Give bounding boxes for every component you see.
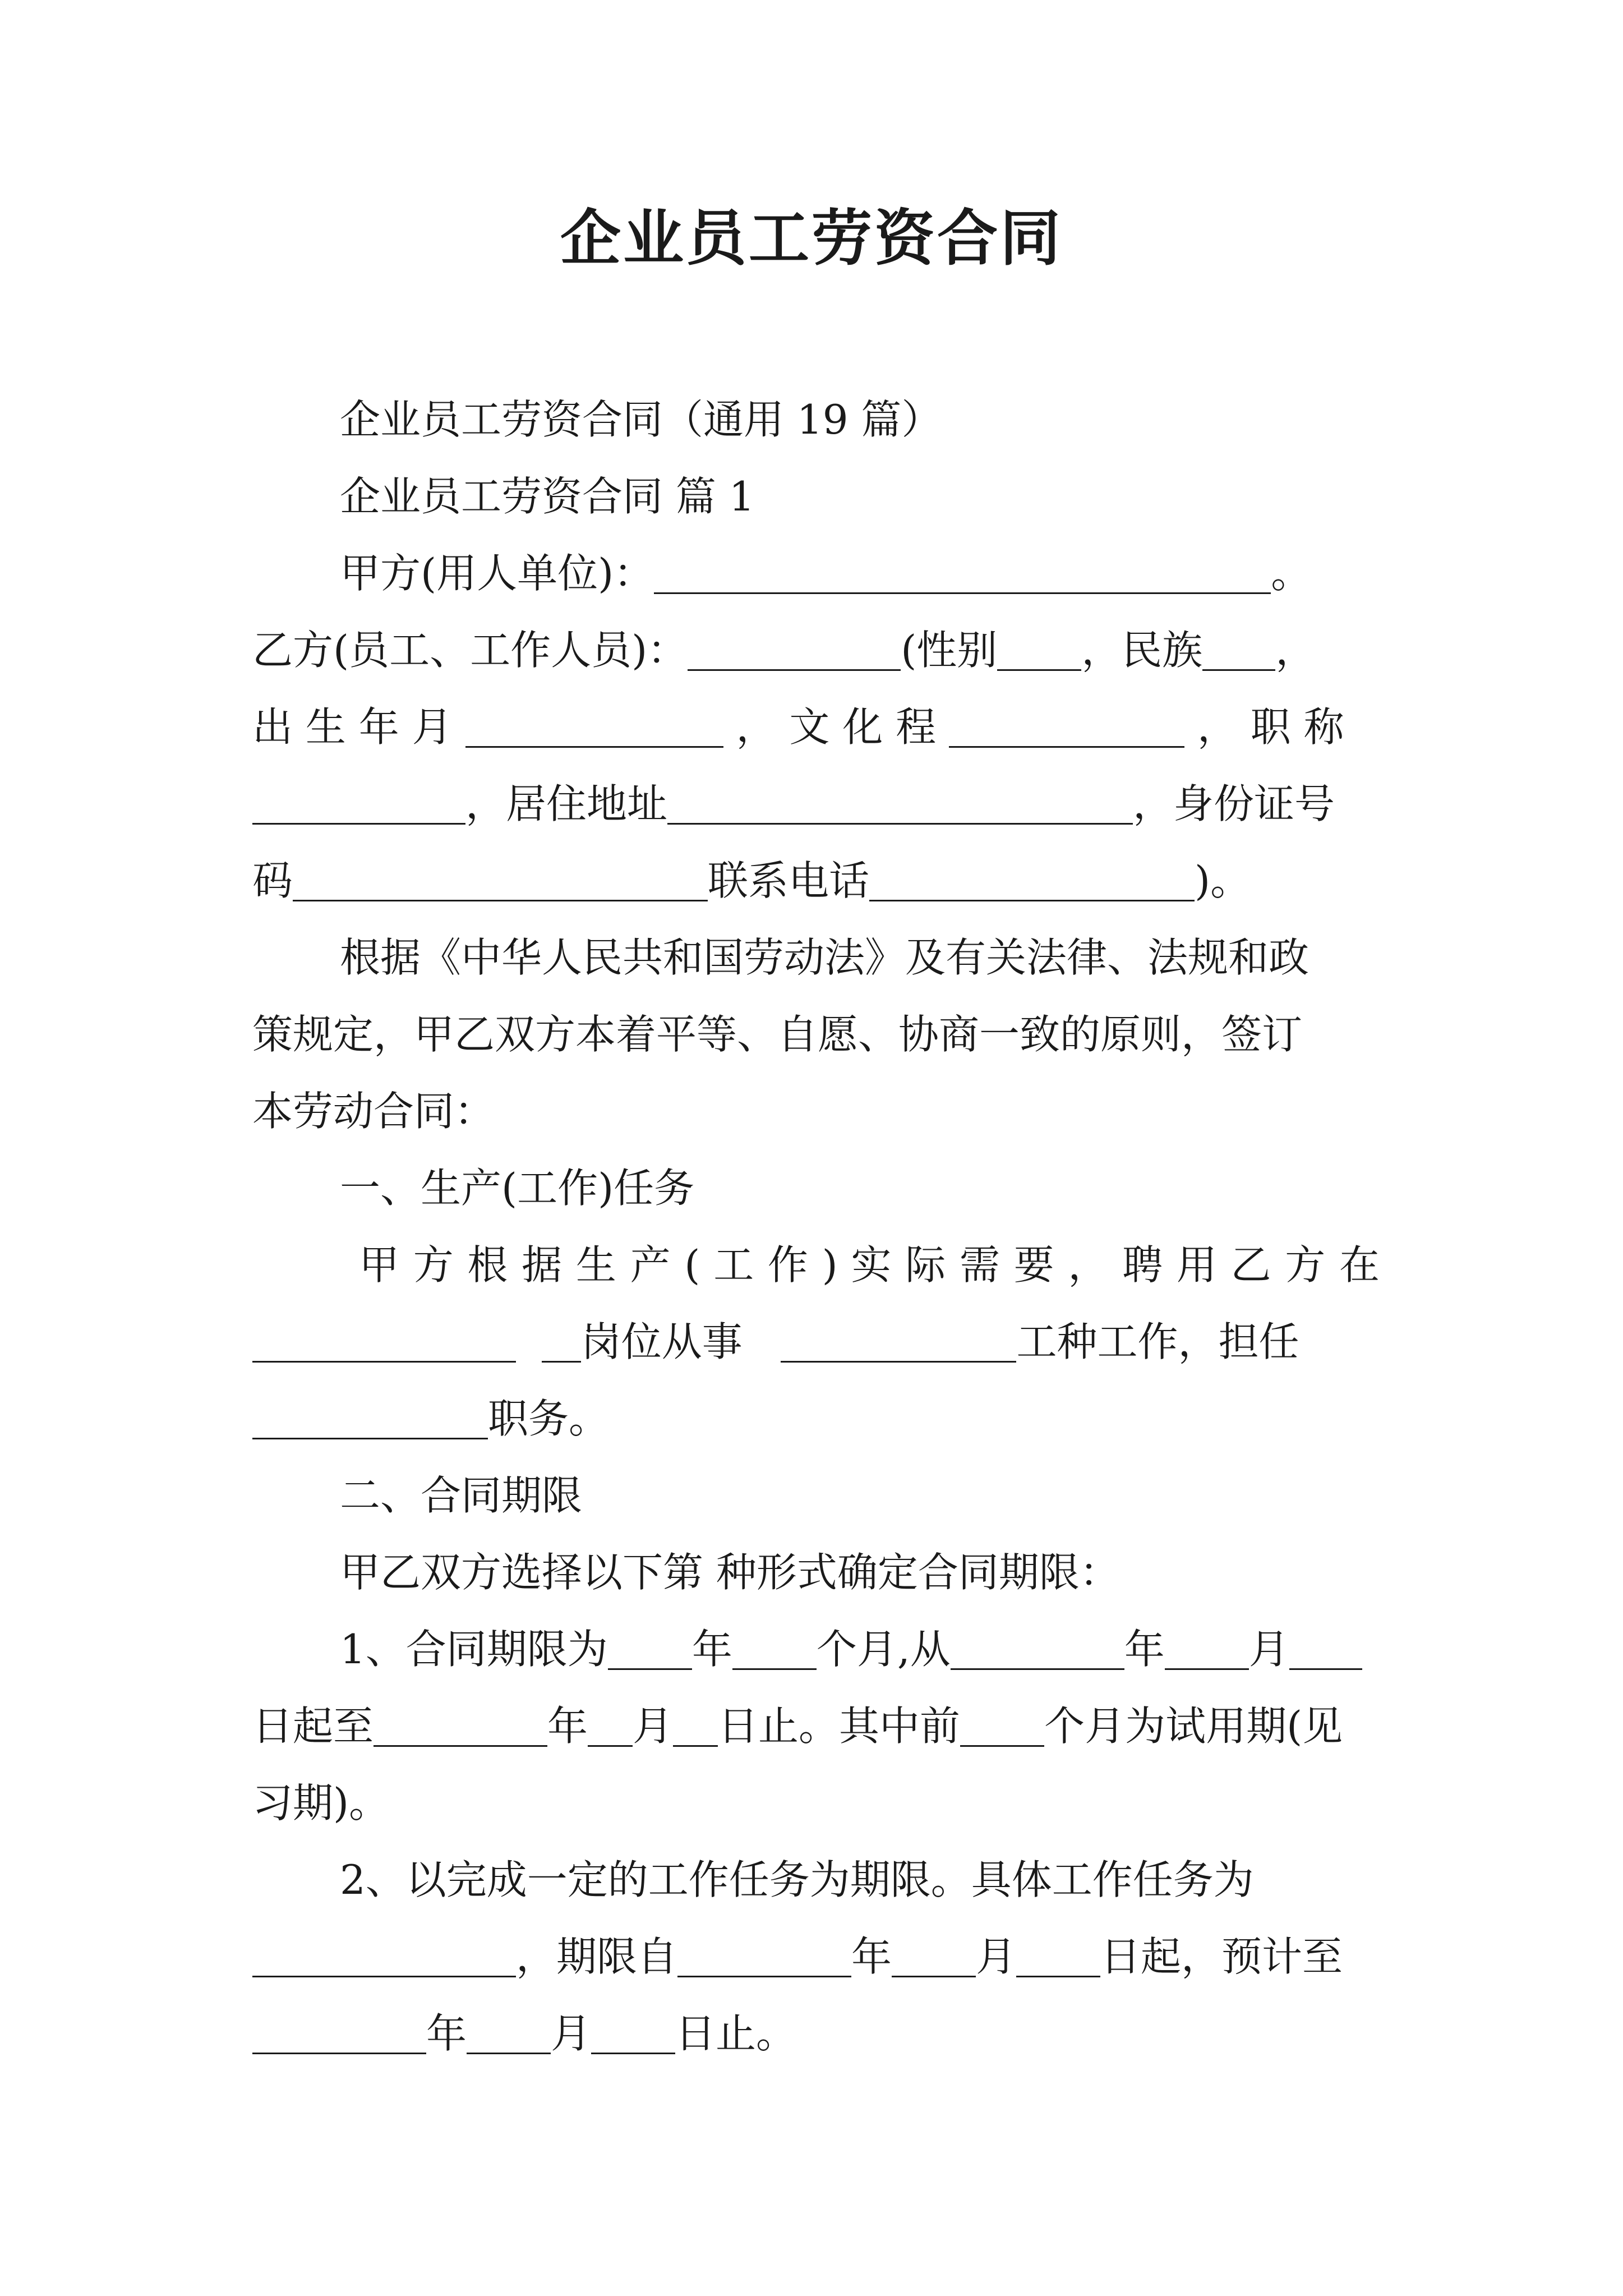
term-option-2-line-1: 2、以完成一定的工作任务为期限。具体工作任务为 <box>340 1856 1254 1903</box>
post-label: 岗位从事 <box>580 1318 743 1365</box>
paragraph-section-heading: 企业员工劳资合同 篇 1 <box>340 473 755 520</box>
task-blank <box>252 1925 516 1977</box>
duty-line <box>252 1381 1380 1457</box>
duty-blank <box>252 1387 488 1439</box>
address-blank <box>667 772 1133 825</box>
id-number-blank <box>293 849 708 901</box>
term-label: 1、合同期限为 <box>340 1626 608 1673</box>
document-title: 企业员工劳资合同 <box>560 203 1063 274</box>
probation-label: 日止。其中前 <box>718 1703 961 1750</box>
close-paren: )。 <box>1195 857 1251 904</box>
party-a-end: 。 <box>1271 550 1312 597</box>
probation-blank <box>960 1695 1044 1747</box>
id-number-label-cont: 码 <box>252 857 293 904</box>
years-blank <box>608 1618 692 1670</box>
from-year-blank <box>677 1925 851 1977</box>
party-b-label: 乙方(员工、工作人员)： <box>252 627 688 674</box>
post-blank <box>252 1310 516 1363</box>
start-month-label: 月 <box>1248 1626 1289 1673</box>
gender-blank <box>997 619 1081 671</box>
comma: ， <box>1275 627 1316 674</box>
to-month-label: 月 <box>551 2010 592 2057</box>
document-body <box>252 381 1380 2072</box>
term-option-1-line-2 <box>252 1688 1380 1765</box>
preamble-line-2: 策规定，甲乙双方本着平等、自愿、协商一致的原则，签订 <box>252 1011 1303 1058</box>
preamble-line-1: 根据《中华人民共和国劳动法》及有关法律、法规和政 <box>340 934 1310 981</box>
id-number-label: ，身份证号 <box>1133 780 1335 827</box>
start-year-blank <box>951 1618 1124 1670</box>
end-year-blank <box>374 1695 547 1747</box>
id-phone-line <box>252 843 1380 919</box>
to-day-blank <box>591 2002 675 2054</box>
phone-label: 联系电话 <box>708 857 870 904</box>
party-b-line <box>252 612 1380 689</box>
party-a-label: 甲方(用人单位)： <box>340 550 654 597</box>
to-day-label: 日止。 <box>675 2010 797 2057</box>
end-from-label: 日起至 <box>252 1703 374 1750</box>
birth-education-line <box>252 689 1380 766</box>
birth-blank <box>465 696 723 748</box>
section-1-heading: 一、生产(工作)任务 <box>340 1165 695 1212</box>
section-1-text: 甲 方 根 据 生 产 ( 工 作 ) 实 际 需 要 ， 聘 用 乙 方 在 <box>359 1241 1380 1289</box>
address-line <box>252 766 1380 843</box>
work-type-label: 工种工作，担任 <box>1016 1318 1299 1365</box>
months-blank <box>732 1618 817 1670</box>
job-title-blank <box>252 772 465 825</box>
end-day-blank <box>673 1695 718 1747</box>
probation-suffix: 个月为试用期(见 <box>1044 1703 1343 1750</box>
title-label: ， 职 称 <box>1197 703 1344 751</box>
end-month-label: 月 <box>633 1703 674 1750</box>
term-option-2-line-3 <box>252 1995 1380 2072</box>
expected-label: 日起，预计至 <box>1100 1933 1343 1980</box>
post-blank-2 <box>542 1310 581 1363</box>
birth-label: 出 生 年 月 <box>252 703 453 751</box>
from-day-blank <box>1016 1925 1100 1977</box>
gender-label: (性别 <box>901 627 998 674</box>
position-line <box>252 1304 1380 1381</box>
section-2-text: 甲乙双方选择以下第 种形式确定合同期限： <box>340 1549 1120 1596</box>
term-option-1-line-3: 习期)。 <box>252 1779 390 1826</box>
address-label: ，居住地址 <box>465 780 668 827</box>
term-option-2-line-2 <box>252 1918 1380 1995</box>
ethnicity-blank <box>1202 619 1275 671</box>
to-year-blank <box>252 2002 426 2054</box>
education-label: ， 文 化 程 <box>736 703 937 751</box>
preamble-line-3: 本劳动合同： <box>252 1088 495 1135</box>
party-a-line <box>252 535 1380 612</box>
party-a-blank <box>654 542 1271 594</box>
end-year-label: 年 <box>547 1703 588 1750</box>
duty-label: 职务。 <box>488 1395 610 1442</box>
period-from-label: ，期限自 <box>516 1933 678 1980</box>
from-month-blank <box>892 1925 976 1977</box>
ethnicity-label: ，民族 <box>1081 627 1203 674</box>
term-option-1-line-1 <box>252 1611 1380 1688</box>
to-month-blank <box>467 2002 551 2054</box>
work-type-blank <box>781 1310 1016 1363</box>
party-b-name-blank <box>688 619 901 671</box>
from-month-label: 月 <box>976 1933 1017 1980</box>
years-label: 年 <box>691 1626 732 1673</box>
start-month-blank <box>1165 1618 1249 1670</box>
months-from-label: 个月,从 <box>816 1626 951 1673</box>
section-2-heading: 二、合同期限 <box>340 1472 583 1519</box>
phone-blank <box>869 849 1195 901</box>
to-year-label: 年 <box>426 2010 467 2057</box>
education-blank <box>949 696 1184 748</box>
from-year-label: 年 <box>851 1933 892 1980</box>
paragraph-subtitle: 企业员工劳资合同（通用 19 篇） <box>340 396 942 443</box>
start-day-blank <box>1289 1618 1362 1670</box>
end-month-blank <box>588 1695 633 1747</box>
start-year-label: 年 <box>1124 1626 1165 1673</box>
